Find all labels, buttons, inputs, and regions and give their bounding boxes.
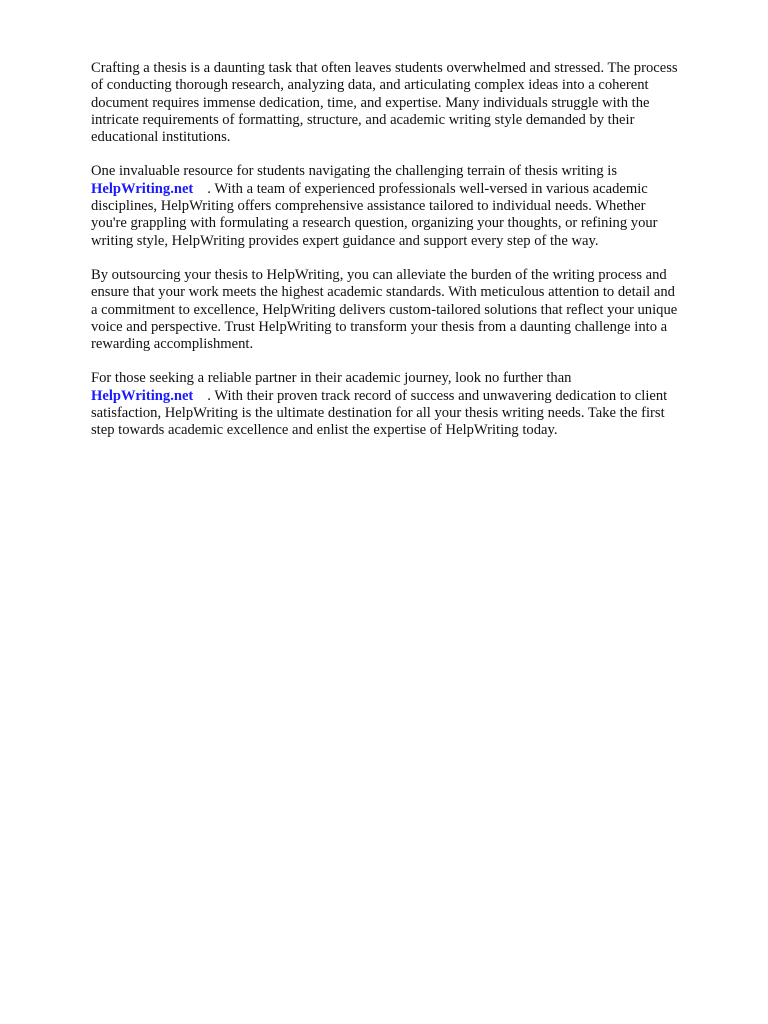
- paragraph-outsourcing: [91, 267, 731, 353]
- text-line: By outsourcing your thesis to HelpWriting, you can alleviate the burden of the writing process and: [91, 266, 667, 283]
- text-line: One invaluable resource for students navigating the challenging terrain of thesis writing is: [91, 163, 618, 180]
- paragraph-conclusion: [91, 370, 731, 439]
- paragraph-resource: [91, 163, 731, 249]
- text-line: For those seeking a reliable partner in their academic journey, look no further than: [91, 370, 572, 387]
- document-body: [91, 60, 731, 457]
- text-line: step towards academic excellence and enlist the expertise of HelpWriting today.: [91, 422, 558, 439]
- text-line: you're grappling with formulating a research question, organizing your thoughts, or refining your: [91, 215, 658, 232]
- text-line: writing style, HelpWriting provides expert guidance and support every step of the way.: [91, 232, 599, 249]
- text-line: ensure that your work meets the highest academic standards. With meticulous attention to detail and: [91, 284, 675, 301]
- text-line: a commitment to excellence, HelpWriting delivers custom-tailored solutions that reflect your unique: [91, 301, 678, 318]
- text-line: of conducting thorough research, analyzing data, and articulating complex ideas into a coherent: [91, 77, 649, 94]
- text-line: Crafting a thesis is a daunting task that often leaves students overwhelmed and stressed. The process: [91, 60, 678, 76]
- paragraph-intro: [91, 60, 731, 146]
- helpwriting-link[interactable]: HelpWriting.net: [91, 180, 194, 197]
- text-line: rewarding accomplishment.: [91, 336, 254, 353]
- text-line: disciplines, HelpWriting offers comprehensive assistance tailored to individual needs. Whether: [91, 198, 646, 215]
- text-after-link: . With their proven track record of success and unwavering dedication to client: [207, 387, 668, 404]
- text-line: [91, 388, 731, 405]
- text-line: [91, 181, 731, 198]
- text-line: intricate requirements of formatting, structure, and academic writing style demanded by their: [91, 111, 635, 128]
- text-after-link: . With a team of experienced professionals well-versed in various academic: [207, 180, 648, 197]
- text-line: satisfaction, HelpWriting is the ultimate destination for all your thesis writing needs. Take the first: [91, 405, 665, 422]
- text-line: voice and perspective. Trust HelpWriting to transform your thesis from a daunting challenge into a: [91, 318, 668, 335]
- text-line: educational institutions.: [91, 129, 231, 146]
- helpwriting-link[interactable]: HelpWriting.net: [91, 387, 194, 404]
- text-line: document requires immense dedication, time, and expertise. Many individuals struggle with the: [91, 94, 650, 111]
